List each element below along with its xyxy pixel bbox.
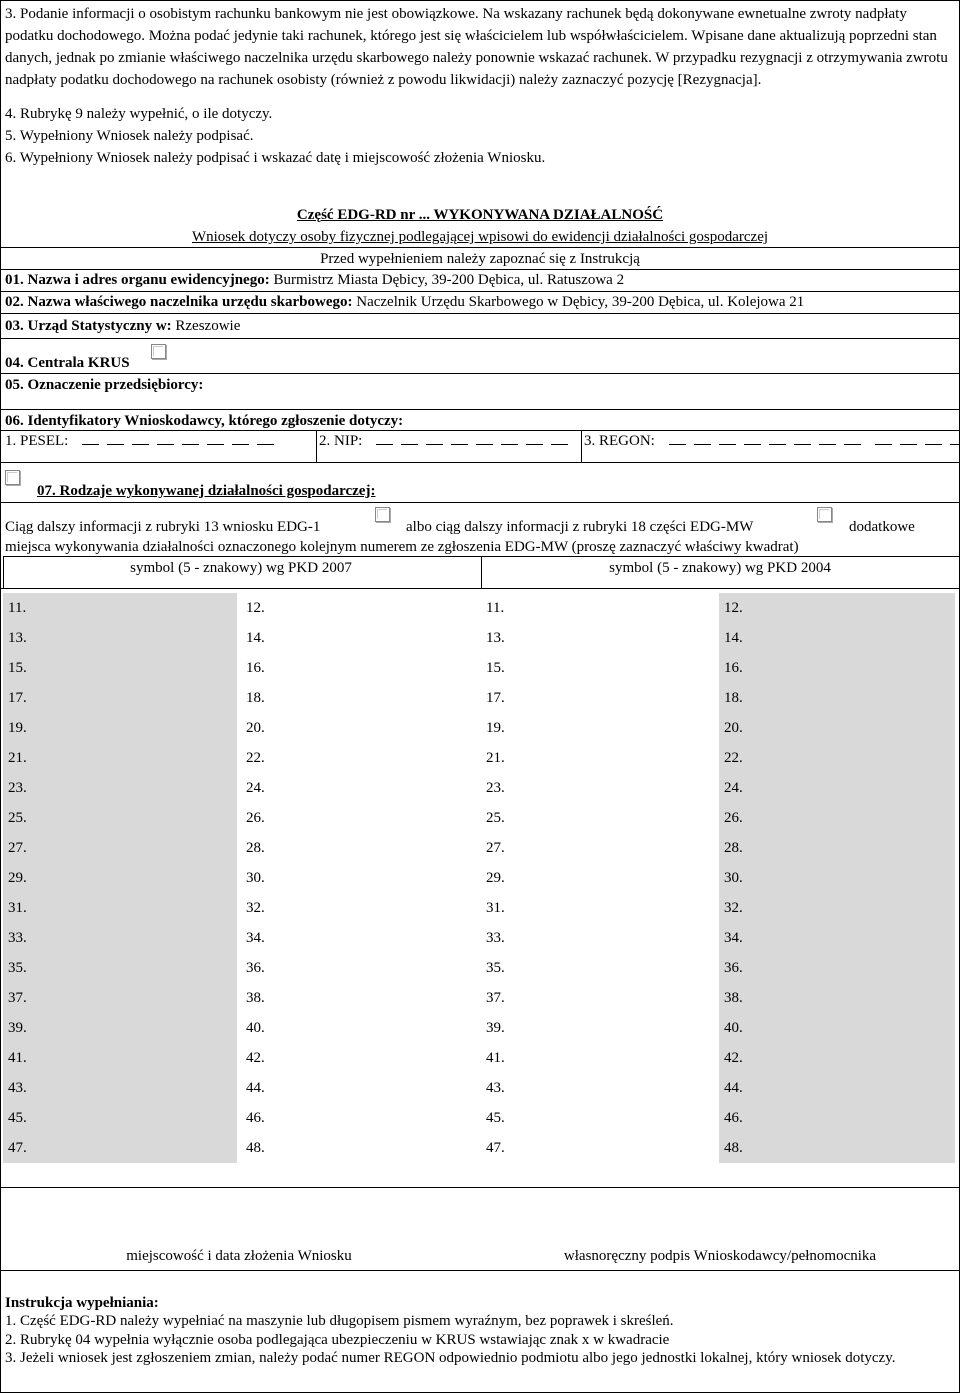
pkd-cell[interactable]: 18. bbox=[241, 683, 477, 713]
divider bbox=[581, 430, 582, 462]
pkd-cell[interactable]: 14. bbox=[241, 623, 477, 653]
edg1-checkbox[interactable] bbox=[375, 507, 390, 522]
divider bbox=[316, 430, 317, 462]
field-03 bbox=[5, 317, 240, 335]
pkd-cell[interactable]: 37. bbox=[481, 983, 715, 1013]
pkd-cell[interactable]: 19. bbox=[481, 713, 715, 743]
pkd-cell[interactable]: 36. bbox=[241, 953, 477, 983]
field-03-label: 03. Urząd Statystyczny w: bbox=[5, 318, 172, 334]
pkd-cell[interactable]: 13. bbox=[481, 623, 715, 653]
pkd-cell[interactable]: 27. bbox=[481, 833, 715, 863]
field-07-checkbox[interactable] bbox=[5, 470, 20, 485]
divider bbox=[1, 247, 959, 248]
pkd-cell[interactable]: 30. bbox=[241, 863, 477, 893]
pkd-cell[interactable]: 11. bbox=[3, 593, 237, 623]
pkd-cell[interactable]: 11. bbox=[481, 593, 715, 623]
pkd-cell[interactable]: 35. bbox=[3, 953, 237, 983]
note-3: 3. Podanie informacji o osobistym rachunku bankowym nie jest obowiązkowe. Na wskazany rachunek będą dokonywane ewnetualne zwroty nadpłaty podatku dochodowego. Można podać jedynie taki rachunek, którego jest się właścicielem lub współwłaścicielem. Wpisane dane aktualizują poprzedni stan danych, jednak po zmianie właściwego naczelnika urzędu skarbowego należy ponownie wskazać rachunek. W przypadku rezygnacji z otrzymywania zwrotu nadpłaty podatku dochodowego na rachunek osobisty (również z powodu likwidacji) należy zaznaczyć pozycję [Rezygnacja]. bbox=[5, 6, 948, 88]
part-subtitle: Wniosek dotyczy osoby fizycznej podlegającej wpisowi do ewidencji działalności gospodarczej bbox=[191, 229, 769, 245]
pkd-cell[interactable]: 24. bbox=[719, 773, 955, 803]
pkd-cell[interactable]: 29. bbox=[3, 863, 237, 893]
pkd-cell[interactable]: 27. bbox=[3, 833, 237, 863]
pkd-cell[interactable]: 40. bbox=[719, 1013, 955, 1043]
pkd-cell[interactable]: 45. bbox=[3, 1103, 237, 1133]
pkd-cell[interactable]: 39. bbox=[481, 1013, 715, 1043]
pkd-cell[interactable]: 12. bbox=[241, 593, 477, 623]
field-01-label: 01. Nazwa i adres organu ewidencyjnego: bbox=[5, 272, 270, 288]
pkd-cell[interactable]: 28. bbox=[719, 833, 955, 863]
pkd-cell[interactable]: 34. bbox=[719, 923, 955, 953]
pkd-cell[interactable]: 21. bbox=[3, 743, 237, 773]
field-07-label: 07. Rodzaje wykonywanej działalności gospodarczej: bbox=[37, 483, 376, 499]
pkd-cell[interactable]: 32. bbox=[719, 893, 955, 923]
divider bbox=[1, 269, 959, 270]
pesel-field[interactable] bbox=[5, 432, 282, 450]
pkd-cell[interactable]: 31. bbox=[481, 893, 715, 923]
pkd-cell[interactable]: 41. bbox=[3, 1043, 237, 1073]
pkd-cell[interactable]: 36. bbox=[719, 953, 955, 983]
pkd-cell[interactable]: 44. bbox=[241, 1073, 477, 1103]
divider bbox=[3, 556, 481, 557]
pkd-cell[interactable]: 40. bbox=[241, 1013, 477, 1043]
field-05-label: 05. Oznaczenie przedsiębiorcy: bbox=[5, 377, 204, 393]
pkd-cell[interactable]: 24. bbox=[241, 773, 477, 803]
pkd-cell[interactable]: 39. bbox=[3, 1013, 237, 1043]
field-03-value[interactable]: Rzeszowie bbox=[175, 318, 241, 334]
divider bbox=[1, 462, 959, 463]
pesel-label: 1. PESEL: bbox=[5, 433, 69, 449]
pkd-cell[interactable]: 42. bbox=[241, 1043, 477, 1073]
instruction-2: 2. Rubrykę 04 wypełnia wyłącznie osoba podlegająca ubezpieczeniu w KRUS wstawiając znak x w kwadracie bbox=[5, 1332, 670, 1348]
instruction-3: 3. Jeżeli wniosek jest zgłoszeniem zmian, należy podać numer REGON odpowiednio podmiotu albo jego jednostki lokalnej, który wniosek dotyczy. bbox=[5, 1350, 896, 1366]
divider bbox=[1, 1270, 959, 1271]
pkd-cell[interactable]: 22. bbox=[719, 743, 955, 773]
divider bbox=[1, 409, 959, 410]
pkd-cell[interactable]: 37. bbox=[3, 983, 237, 1013]
pkd-cell[interactable]: 33. bbox=[3, 923, 237, 953]
divider bbox=[1, 373, 959, 374]
pkd-cell[interactable]: 14. bbox=[719, 623, 955, 653]
pkd-cell[interactable]: 19. bbox=[3, 713, 237, 743]
pkd-2004-header: symbol (5 - znakowy) wg PKD 2004 bbox=[609, 560, 831, 576]
divider bbox=[1, 430, 959, 431]
pkd-cell[interactable]: 18. bbox=[719, 683, 955, 713]
pkd-cell[interactable]: 38. bbox=[719, 983, 955, 1013]
pkd-cell[interactable]: 34. bbox=[241, 923, 477, 953]
nip-field[interactable] bbox=[319, 432, 576, 450]
pkd-2007-header: symbol (5 - znakowy) wg PKD 2007 bbox=[130, 560, 352, 576]
instruction-1: 1. Część EDG-RD należy wypełniać na maszynie lub długopisem pismem wyraźnym, bez poprawek i skreśleń. bbox=[5, 1313, 674, 1329]
pkd-cell[interactable]: 43. bbox=[3, 1073, 237, 1103]
note-5: 5. Wypełniony Wniosek należy podpisać. bbox=[5, 128, 254, 144]
field-01-value[interactable]: Burmistrz Miasta Dębicy, 39-200 Dębica, ul. Ratuszowa 2 bbox=[273, 272, 625, 288]
pkd-cell[interactable]: 21. bbox=[481, 743, 715, 773]
pkd-cell[interactable]: 30. bbox=[719, 863, 955, 893]
pkd-cell[interactable]: 17. bbox=[481, 683, 715, 713]
pkd-cell[interactable]: 20. bbox=[719, 713, 955, 743]
part-title: Część EDG-RD nr ... WYKONYWANA DZIAŁALNOŚĆ bbox=[296, 207, 664, 223]
divider bbox=[1, 338, 959, 339]
regon-label: 3. REGON: bbox=[584, 433, 655, 449]
continuation-line2: miejsca wykonywania działalności oznaczonego kolejnym numerem ze zgłoszenia EDG-MW (proszę zaznaczyć właściwy kwadrat) bbox=[5, 539, 799, 555]
pkd-cell[interactable]: 15. bbox=[481, 653, 715, 683]
field-02-label: 02. Nazwa właściwego naczelnika urzędu skarbowego: bbox=[5, 294, 353, 310]
pkd-cell[interactable]: 45. bbox=[481, 1103, 715, 1133]
edgmw-checkbox[interactable] bbox=[817, 507, 832, 522]
note-6: 6. Wypełniony Wniosek należy podpisać i wskazać datę i miejscowość złożenia Wniosku. bbox=[5, 150, 546, 166]
pkd-cell[interactable]: 23. bbox=[481, 773, 715, 803]
pkd-cell[interactable]: 12. bbox=[719, 593, 955, 623]
pkd-cell[interactable]: 20. bbox=[241, 713, 477, 743]
pkd-cell[interactable]: 31. bbox=[3, 893, 237, 923]
instruction-note: Przed wypełnieniem należy zapoznać się z Instrukcją bbox=[320, 251, 640, 267]
pkd-cell[interactable]: 41. bbox=[481, 1043, 715, 1073]
pkd-cell[interactable]: 47. bbox=[481, 1133, 715, 1163]
signature-caption: własnoręczny podpis Wnioskodawcy/pełnomocnika bbox=[563, 1248, 877, 1264]
pesel-slots[interactable] bbox=[82, 433, 282, 449]
pkd-cell[interactable]: 26. bbox=[241, 803, 477, 833]
place-date-caption: miejscowość i data złożenia Wniosku bbox=[126, 1248, 352, 1264]
divider bbox=[1, 313, 959, 314]
nip-label: 2. NIP: bbox=[319, 433, 363, 449]
continuation-part3: dodatkowe bbox=[849, 519, 915, 535]
divider bbox=[1, 588, 959, 589]
instructions-title: Instrukcja wypełniania: bbox=[5, 1295, 159, 1311]
pkd-cell[interactable]: 33. bbox=[481, 923, 715, 953]
pkd-cell[interactable]: 25. bbox=[481, 803, 715, 833]
pkd-cell[interactable]: 38. bbox=[241, 983, 477, 1013]
pkd-cell[interactable]: 15. bbox=[3, 653, 237, 683]
pkd-cell[interactable]: 47. bbox=[3, 1133, 237, 1163]
pkd-cell[interactable]: 25. bbox=[3, 803, 237, 833]
nip-slots[interactable] bbox=[376, 433, 576, 449]
continuation-part1: Ciąg dalszy informacji z rubryki 13 wniosku EDG-1 bbox=[5, 519, 321, 535]
pkd-cell[interactable]: 35. bbox=[481, 953, 715, 983]
pkd-cell[interactable]: 43. bbox=[481, 1073, 715, 1103]
field-02 bbox=[5, 293, 804, 311]
pkd-cell[interactable]: 48. bbox=[719, 1133, 955, 1163]
pkd-cell[interactable]: 42. bbox=[719, 1043, 955, 1073]
regon-slots[interactable] bbox=[669, 433, 960, 449]
pkd-cell[interactable]: 16. bbox=[719, 653, 955, 683]
pkd-cell[interactable]: 28. bbox=[241, 833, 477, 863]
field-04-label: 04. Centrala KRUS bbox=[5, 355, 130, 371]
field-01 bbox=[5, 271, 624, 289]
divider bbox=[481, 556, 959, 557]
pkd-cell[interactable]: 48. bbox=[241, 1133, 477, 1163]
regon-field[interactable] bbox=[584, 432, 960, 450]
pkd-cell[interactable]: 13. bbox=[3, 623, 237, 653]
field-06-label: 06. Identyfikatory Wnioskodawcy, którego zgłoszenie dotyczy: bbox=[5, 413, 404, 429]
pkd-cell[interactable]: 46. bbox=[719, 1103, 955, 1133]
pkd-cell[interactable]: 46. bbox=[241, 1103, 477, 1133]
pkd-grid bbox=[1, 593, 959, 1183]
note-4: 4. Rubrykę 9 należy wypełnić, o ile dotyczy. bbox=[5, 106, 273, 122]
pkd-cell[interactable]: 16. bbox=[241, 653, 477, 683]
pkd-cell[interactable]: 26. bbox=[719, 803, 955, 833]
divider bbox=[1, 1187, 959, 1188]
pkd-cell[interactable]: 44. bbox=[719, 1073, 955, 1103]
pkd-cell[interactable]: 17. bbox=[3, 683, 237, 713]
divider bbox=[1, 291, 959, 292]
pkd-cell[interactable]: 32. bbox=[241, 893, 477, 923]
divider bbox=[1, 502, 959, 503]
pkd-cell[interactable]: 23. bbox=[3, 773, 237, 803]
field-02-value[interactable]: Naczelnik Urzędu Skarbowego w Dębicy, 39-200 Dębica, ul. Kolejowa 21 bbox=[356, 294, 805, 310]
krus-checkbox[interactable] bbox=[151, 344, 166, 359]
pkd-cell[interactable]: 22. bbox=[241, 743, 477, 773]
continuation-part2: albo ciąg dalszy informacji z rubryki 18 części EDG-MW bbox=[406, 519, 754, 535]
pkd-cell[interactable]: 29. bbox=[481, 863, 715, 893]
